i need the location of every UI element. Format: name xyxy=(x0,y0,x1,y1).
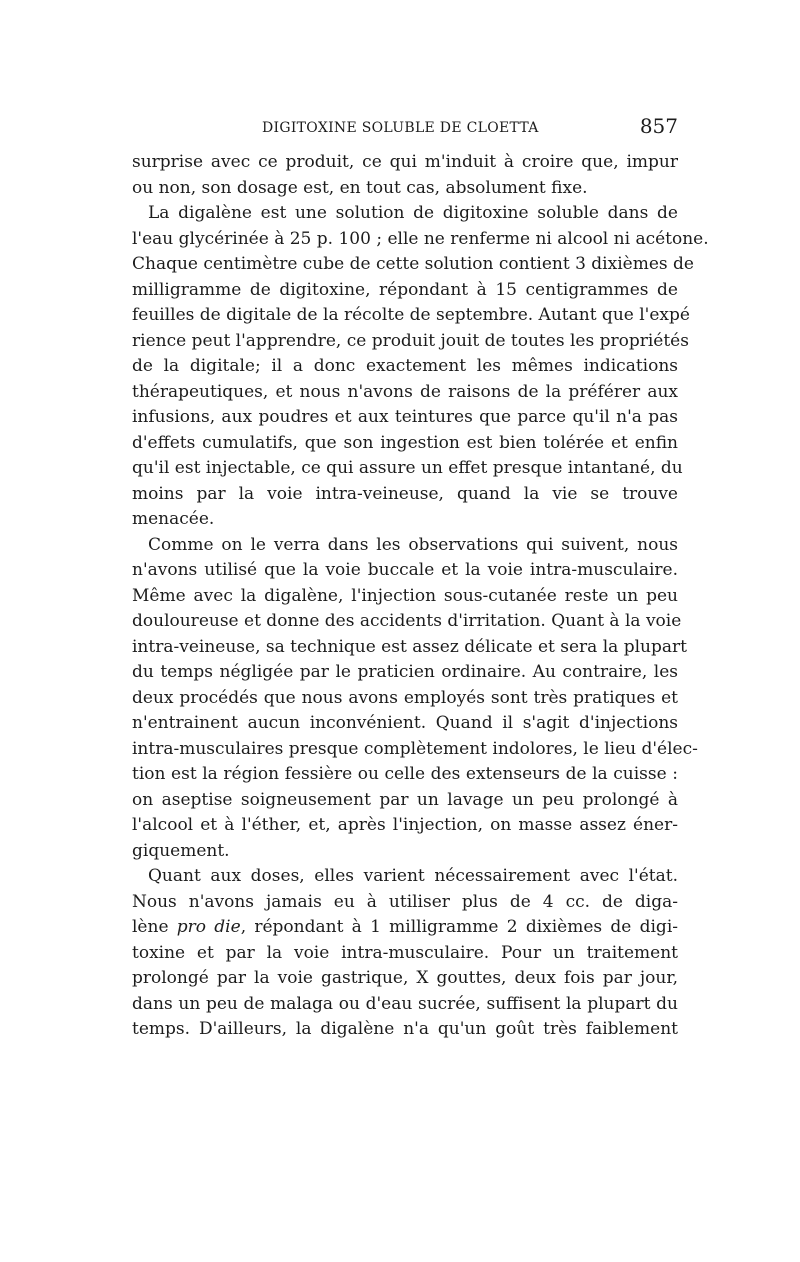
text-line: douloureuse et donne des accidents d'irritation. Quant à la voie xyxy=(132,611,682,631)
text-line: l'alcool et à l'éther, et, après l'injection, on masse assez éner- xyxy=(132,815,678,835)
text-fragment: lène xyxy=(132,917,177,937)
text-line: rience peut l'apprendre, ce produit jouit de toutes les propriétés xyxy=(132,330,689,351)
text-line: on aseptise soigneusement par un lavage un peu prolongé à xyxy=(132,789,678,810)
text-line: d'effets cumulatifs, que son ingestion est bien tolérée et enfin xyxy=(132,432,678,453)
text-line: surprise avec ce produit, ce qui m'induit à croire que, impur xyxy=(132,152,678,172)
text-line: Même avec la digalène, l'injection sous-cutanée reste un peu xyxy=(132,585,678,606)
text-line: temps. D'ailleurs, la digalène n'a qu'un goût très faiblement xyxy=(132,1019,678,1039)
text-line: thérapeutiques, et nous n'avons de raisons de la préférer aux xyxy=(132,381,678,402)
text-line: du temps négligée par le praticien ordinaire. Au contraire, les xyxy=(132,662,678,682)
text-line: n'entrainent aucun inconvénient. Quand il s'agit d'injections xyxy=(132,713,678,733)
text-line: giquement. xyxy=(132,840,230,861)
text-line: Comme on le verra dans les observations qui suivent, nous xyxy=(148,534,678,555)
text-line: Nous n'avons jamais eu à utiliser plus de 4 cc. de diga- xyxy=(132,891,678,912)
text-line: dans un peu de malaga ou d'eau sucrée, suffisent la plupart du xyxy=(132,993,678,1014)
text-line: toxine et par la voie intra-musculaire. Pour un traitement xyxy=(132,942,678,963)
text-line: de la digitale; il a donc exactement les mêmes indications xyxy=(132,356,678,376)
text-line: milligramme de digitoxine, répondant à 15 centigrammes de xyxy=(132,279,678,300)
text-line: ou non, son dosage est, en tout cas, absolument fixe. xyxy=(132,177,588,198)
text-line: feuilles de digitale de la récolte de septembre. Autant que l'expé xyxy=(132,305,690,325)
body-text xyxy=(132,150,709,1043)
text-line: Quant aux doses, elles varient nécessairement avec l'état. xyxy=(148,866,678,886)
text-line-italic-phrase xyxy=(132,915,678,941)
text-line: intra-veineuse, sa technique est assez délicate et sera la plupart xyxy=(132,636,687,657)
text-line: intra-musculaires presque complètement indolores, le lieu d'élec- xyxy=(132,738,698,759)
text-line: Chaque centimètre cube de cette solution contient 3 dixièmes de xyxy=(132,254,694,274)
text-line: l'eau glycérinée à 25 p. 100 ; elle ne renferme ni alcool ni acétone. xyxy=(132,228,709,249)
text-fragment: , répondant à 1 milligramme 2 dixièmes de digi- xyxy=(240,917,678,937)
text-line: qu'il est injectable, ce qui assure un effet presque intantané, du xyxy=(132,458,683,478)
text-line: n'avons utilisé que la voie buccale et la voie intra-musculaire. xyxy=(132,560,678,580)
page-header xyxy=(132,112,678,142)
page-number: 857 xyxy=(639,114,678,138)
italic-phrase: pro die xyxy=(176,917,241,937)
text-line: deux procédés que nous avons employés sont très pratiques et xyxy=(132,687,678,708)
text-line: tion est la région fessière ou celle des extenseurs de la cuisse : xyxy=(132,764,678,784)
text-line: La digalène est une solution de digitoxine soluble dans de xyxy=(148,203,678,223)
running-title: DIGITOXINE SOLUBLE DE CLOETTA xyxy=(262,120,539,136)
text-line: prolongé par la voie gastrique, X gouttes, deux fois par jour, xyxy=(132,968,678,988)
text-line: moins par la voie intra-veineuse, quand la vie se trouve xyxy=(132,483,678,504)
text-line: menacée. xyxy=(132,509,215,529)
text-line: infusions, aux poudres et aux teintures que parce qu'il n'a pas xyxy=(132,407,678,427)
